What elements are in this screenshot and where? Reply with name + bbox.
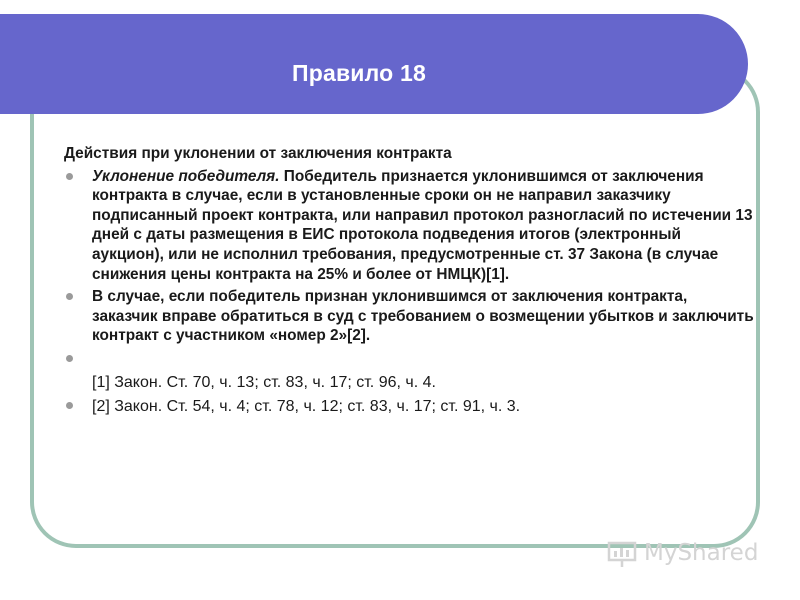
intro-text: Действия при уклонении от заключения контракта — [64, 145, 452, 162]
list-item-empty — [64, 349, 754, 369]
bullet-icon — [66, 293, 73, 300]
bullet-icon — [66, 402, 73, 409]
bullet-icon — [66, 355, 73, 362]
list-item — [64, 167, 754, 285]
slide-body — [64, 144, 754, 420]
title-bar — [0, 14, 748, 114]
footnote-1 — [64, 372, 754, 393]
list-item — [64, 287, 754, 346]
bullet-text: Победитель признается уклонившимся от заключения контракта в случае, если в установленные сроки он не направил заказчику подписанный проект контракта, или направил протокол разногласий по истечении 13 дней с даты размещения в ЕИС протокола подведения итогов (электронный аукцион), или не исполнил требования, предусмотренные ст. 37 Закона (в случае снижения цены контракта на 25% и более от НМЦК)[1]. — [92, 167, 753, 283]
bullet-emphasis: Уклонение победителя. — [92, 167, 280, 185]
slide-title: Правило 18 — [292, 60, 426, 86]
footnote-text: [1] Закон. Ст. 70, ч. 13; ст. 83, ч. 17; ст. 96, ч. 4. — [92, 373, 436, 391]
bullet-list — [64, 167, 754, 417]
bullet-icon — [66, 173, 73, 180]
presentation-board-icon — [606, 540, 640, 568]
footnote-text: [2] Закон. Ст. 54, ч. 4; ст. 78, ч. 12; ст. 83, ч. 17; ст. 91, ч. 3. — [92, 397, 521, 415]
footnote-2 — [64, 396, 754, 417]
bullet-text: В случае, если победитель признан уклонившимся от заключения контракта, заказчик вправе обратиться в суд с требованием о возмещении убытков и заключить контракт с участником «номер 2»[2]. — [92, 288, 754, 345]
watermark-text: MyShared — [644, 540, 759, 566]
title-underline — [34, 116, 706, 120]
watermark-logo — [606, 538, 776, 568]
